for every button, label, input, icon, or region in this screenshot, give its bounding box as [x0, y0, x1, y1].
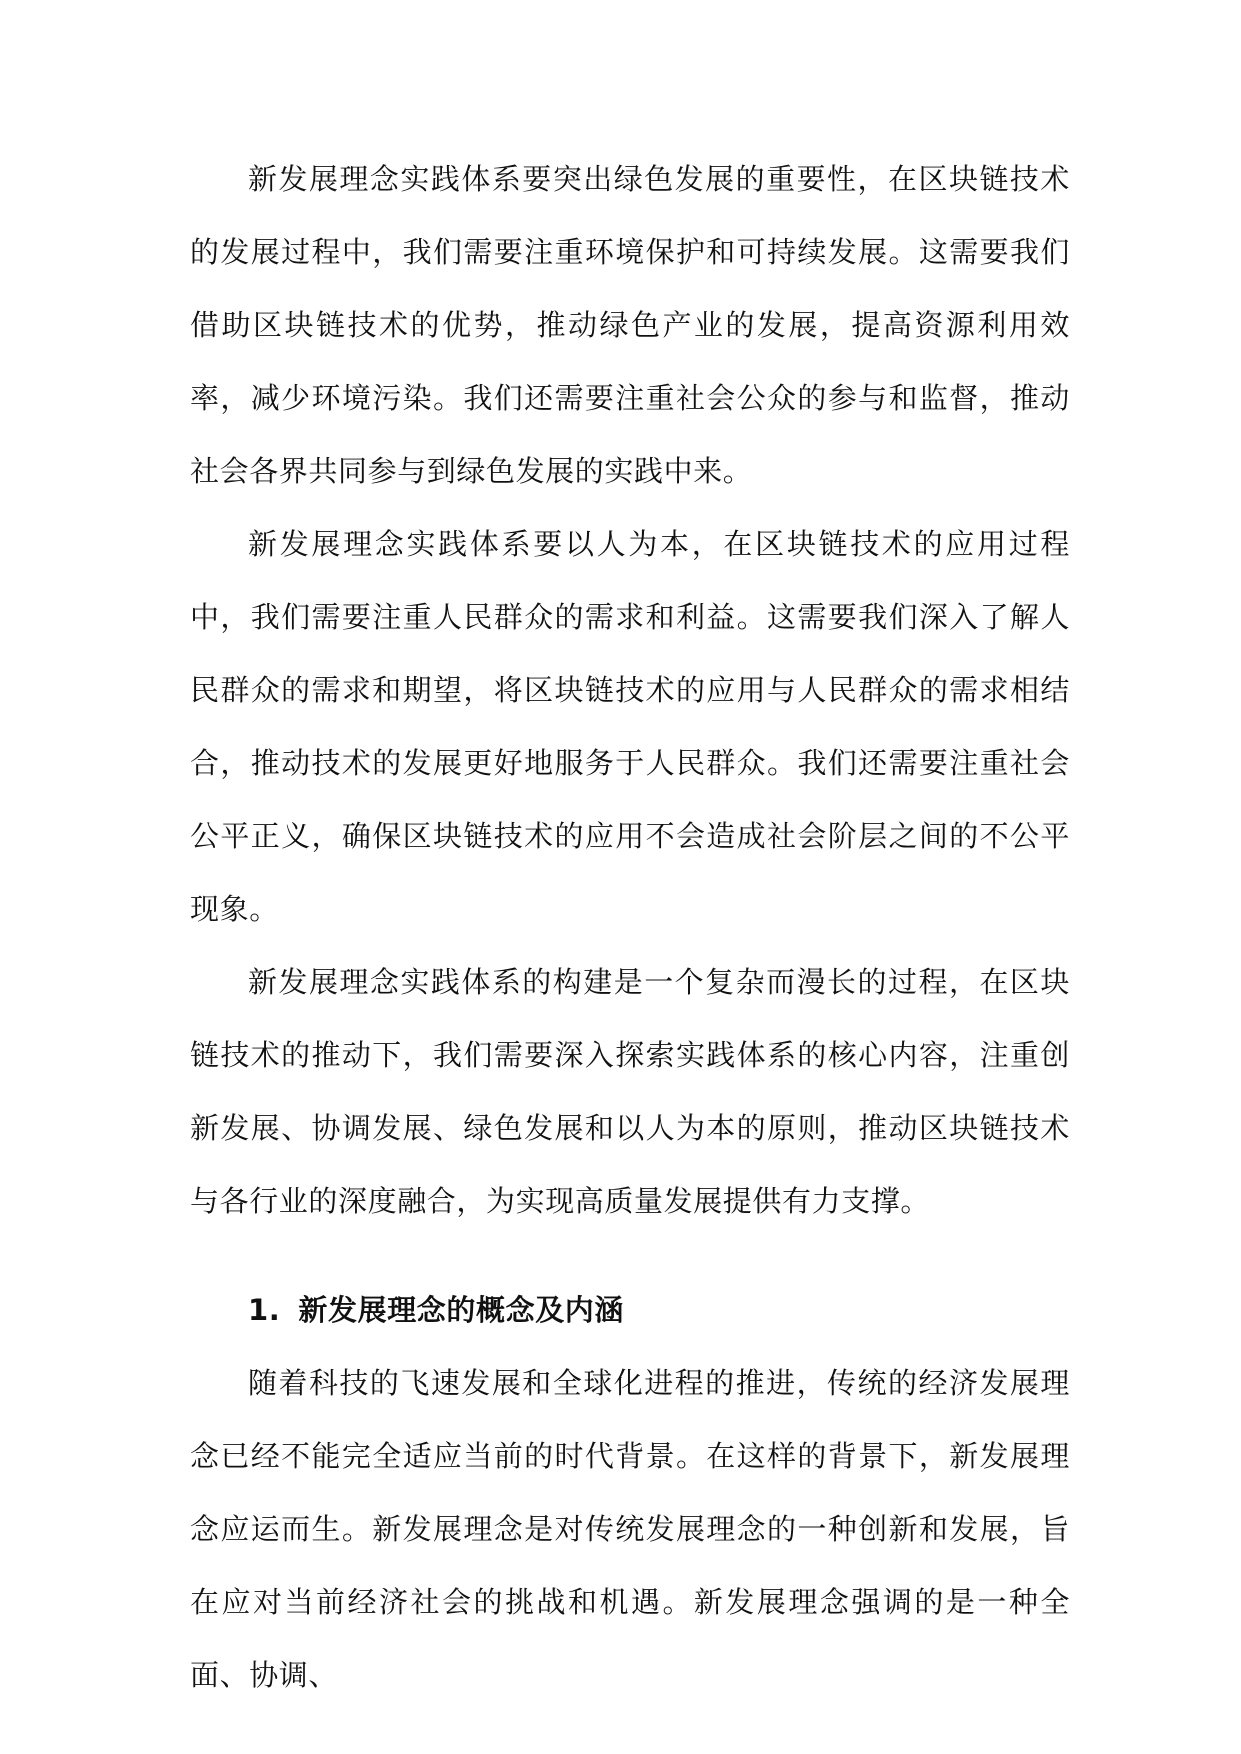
document-body	[190, 143, 1070, 1712]
section-number: 1.	[248, 1293, 281, 1327]
section-title: 新发展理念的概念及内涵	[298, 1293, 625, 1327]
paragraph-people-centered: 新发展理念实践体系要以人为本，在区块链技术的应用过程中，我们需要注重人民群众的需求和利益。这需要我们深入了解人民群众的需求和期望，将区块链技术的应用与人民群众的需求相结合，推动技术的发展更好地服务于人民群众。我们还需要注重社会公平正义，确保区块链技术的应用不会造成社会阶层之间的不公平现象。	[190, 527, 1070, 926]
paragraph-system-construction: 新发展理念实践体系的构建是一个复杂而漫长的过程，在区块链技术的推动下，我们需要深入探索实践体系的核心内容，注重创新发展、协调发展、绿色发展和以人为本的原则，推动区块链技术与各行业的深度融合，为实现高质量发展提供有力支撑。	[190, 965, 1070, 1218]
paragraph-green-development: 新发展理念实践体系要突出绿色发展的重要性，在区块链技术的发展过程中，我们需要注重环境保护和可持续发展。这需要我们借助区块链技术的优势，推动绿色产业的发展，提高资源利用效率，减少环境污染。我们还需要注重社会公众的参与和监督，推动社会各界共同参与到绿色发展的实践中来。	[190, 162, 1070, 488]
section-heading	[190, 1274, 1070, 1347]
paragraph-concept-intro: 随着科技的飞速发展和全球化进程的推进，传统的经济发展理念已经不能完全适应当前的时代背景。在这样的背景下，新发展理念应运而生。新发展理念是对传统发展理念的一种创新和发展，旨在应对当前经济社会的挑战和机遇。新发展理念强调的是一种全面、协调、	[190, 1366, 1070, 1692]
